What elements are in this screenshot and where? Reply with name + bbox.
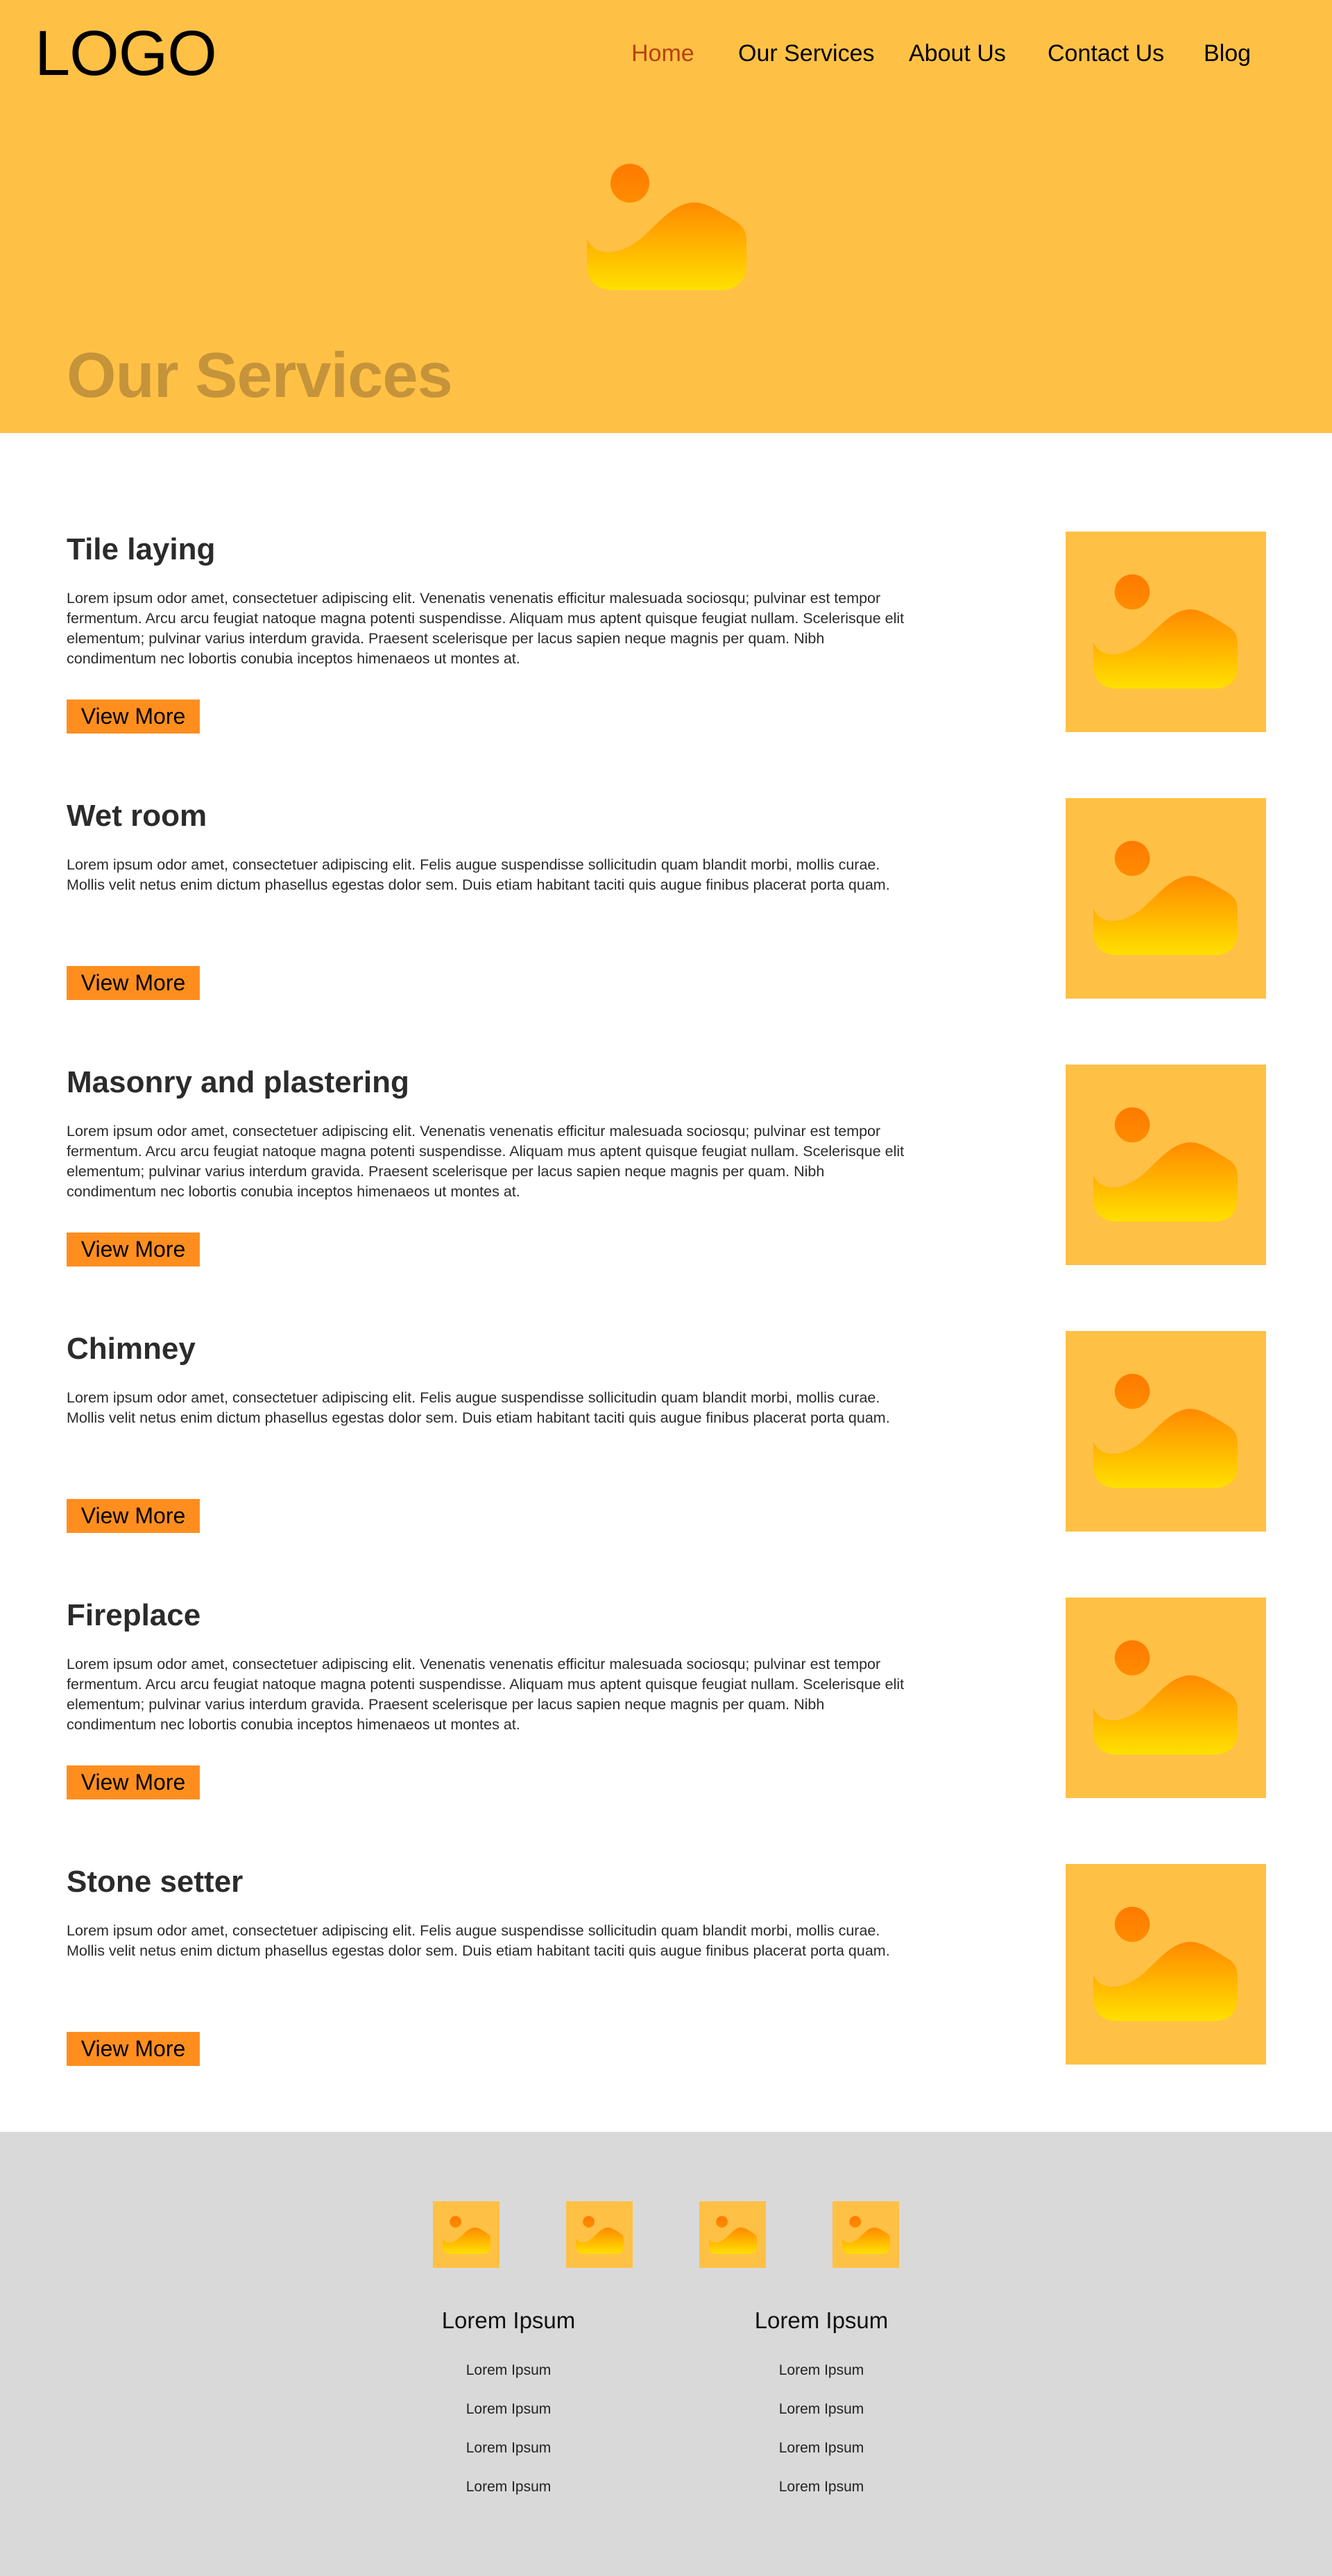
footer-thumbnail[interactable] [699,2201,766,2268]
nav-blog[interactable]: Blog [1204,40,1252,67]
view-more-button[interactable]: View More [67,2032,200,2066]
footer-column-title: Lorem Ipsum [754,2307,889,2333]
image-placeholder-icon [1066,532,1266,732]
main-nav [0,36,1332,71]
nav-about-us[interactable]: About Us [909,40,1006,67]
footer-thumbnail[interactable] [433,2201,500,2268]
service-description: Lorem ipsum odor amet, consectetuer adipiscing elit. Felis augue suspendisse sollicitudin quam blandit morbi, mollis curae. Mollis velit netus enim dictum phasellus egestas dolor sem. Duis etiam habitant taciti quis augue finibus placerat porta quam. [67,1389,890,1426]
image-placeholder-icon [566,2201,633,2268]
service-item [0,1596,1332,1797]
footer-link[interactable]: Lorem Ipsum [778,2362,864,2378]
service-image [1066,1598,1266,1798]
footer-link[interactable]: Lorem Ipsum [466,2362,552,2378]
footer-link[interactable]: Lorem Ipsum [778,2401,864,2417]
footer-link[interactable]: Lorem Ipsum [778,2479,864,2495]
service-title: Masonry and plastering [67,1065,409,1099]
view-more-button[interactable]: View More [67,1499,200,1533]
footer-link[interactable]: Lorem Ipsum [466,2401,552,2417]
service-item [0,1863,1332,2064]
service-title: Chimney [67,1332,196,1366]
image-placeholder-icon [1066,798,1266,999]
image-placeholder-icon [1066,1065,1266,1265]
image-placeholder-icon [1066,1598,1266,1798]
service-image [1066,1065,1266,1265]
service-description: Lorem ipsum odor amet, consectetuer adipiscing elit. Felis augue suspendisse sollicitudin quam blandit morbi, mollis curae. Mollis velit netus enim dictum phasellus egestas dolor sem. Duis etiam habitant taciti quis augue finibus placerat porta quam. [67,856,890,893]
service-title: Stone setter [67,1865,244,1899]
service-image [1066,532,1266,732]
view-more-button[interactable]: View More [67,966,200,1000]
service-title: Wet room [67,799,207,833]
service-description: Lorem ipsum odor amet, consectetuer adipiscing elit. Felis augue suspendisse sollicitudin quam blandit morbi, mollis curae. Mollis velit netus enim dictum phasellus egestas dolor sem. Duis etiam habitant taciti quis augue finibus placerat porta quam. [67,1922,890,1959]
service-description: Lorem ipsum odor amet, consectetuer adipiscing elit. Venenatis venenatis efficitur malesuada sociosqu; pulvinar est tempor fermentum. Arcu arcu feugiat natoque magna potenti suspendisse. Aliquam mus aptent quisque feugiat nullam. Scelerisque elit elementum; pulvinar varius interdum gravida. Praesent scelerisque per lacus sapien neque magnis per quam. Nibh condimentum nec lobortis conubia inceptos himenaeos ut montes at. [67,1656,905,1733]
service-image [1066,798,1266,999]
hero-banner [0,0,1332,433]
footer-link[interactable]: Lorem Ipsum [778,2440,864,2456]
service-item [0,797,1332,998]
nav-our-services[interactable]: Our Services [738,40,875,67]
page-title: Our Services [67,340,452,411]
service-title: Fireplace [67,1598,201,1632]
view-more-button[interactable]: View More [67,1765,200,1799]
logo[interactable]: LOGO [35,18,216,89]
footer-link[interactable]: Lorem Ipsum [466,2440,552,2456]
image-placeholder-icon [832,2201,899,2268]
service-item [0,530,1332,731]
service-title: Tile laying [67,532,216,566]
view-more-button[interactable]: View More [67,700,200,734]
service-description: Lorem ipsum odor amet, consectetuer adipiscing elit. Venenatis venenatis efficitur malesuada sociosqu; pulvinar est tempor fermentum. Arcu arcu feugiat natoque magna potenti suspendisse. Aliquam mus aptent quisque feugiat nullam. Scelerisque elit elementum; pulvinar varius interdum gravida. Praesent scelerisque per lacus sapien neque magnis per quam. Nibh condimentum nec lobortis conubia inceptos himenaeos ut montes at. [67,590,905,667]
service-item [0,1330,1332,1531]
image-placeholder-icon [699,2201,766,2268]
image-placeholder-icon [587,161,746,290]
footer-thumbnail[interactable] [832,2201,899,2268]
footer [0,2132,1332,2576]
footer-link[interactable]: Lorem Ipsum [466,2479,552,2495]
image-placeholder-icon [1066,1331,1266,1532]
service-description: Lorem ipsum odor amet, consectetuer adipiscing elit. Venenatis venenatis efficitur malesuada sociosqu; pulvinar est tempor fermentum. Arcu arcu feugiat natoque magna potenti suspendisse. Aliquam mus aptent quisque feugiat nullam. Scelerisque elit elementum; pulvinar varius interdum gravida. Praesent scelerisque per lacus sapien neque magnis per quam. Nibh condimentum nec lobortis conubia inceptos himenaeos ut montes at. [67,1123,905,1200]
image-placeholder-icon [433,2201,500,2268]
nav-home[interactable]: Home [631,40,694,67]
image-placeholder-icon [1066,1864,1266,2065]
view-more-button[interactable]: View More [67,1232,200,1266]
footer-column-title: Lorem Ipsum [441,2307,576,2333]
service-image [1066,1864,1266,2065]
nav-contact-us[interactable]: Contact Us [1048,40,1165,67]
service-image [1066,1331,1266,1532]
service-item [0,1063,1332,1264]
footer-thumbnail[interactable] [566,2201,633,2268]
